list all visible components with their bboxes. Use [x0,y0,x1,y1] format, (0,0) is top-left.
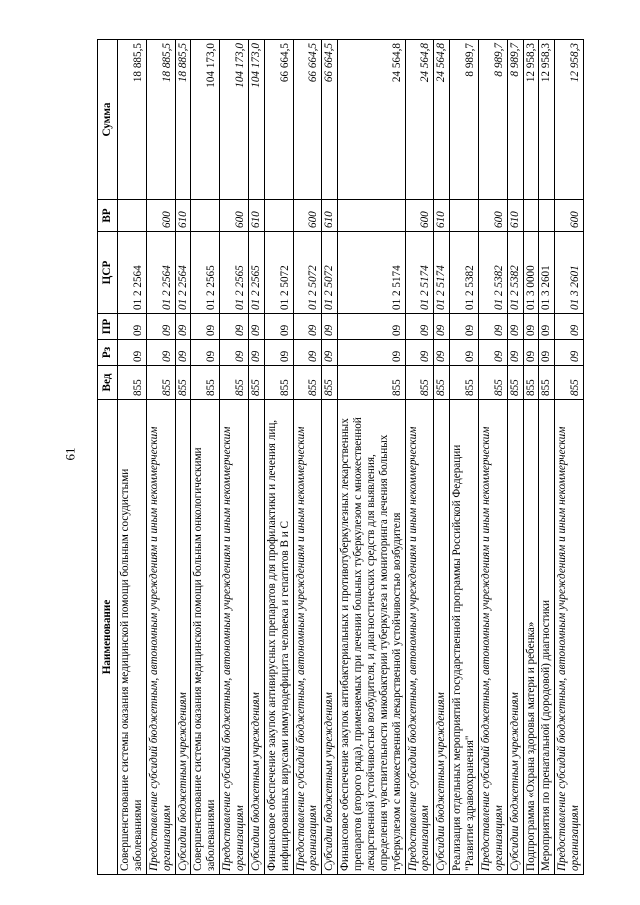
cell-vr: 610 [248,200,264,232]
cell-name: Финансовое обеспечение закупок антивирусных препаратов для профилактики и лечения лиц, инфицированных вирусами иммунодефицита человека и гепатитов B и C [264,400,293,875]
cell-pr: 09 [523,314,539,340]
cell-name: Субсидии бюджетным учреждениям [248,400,264,875]
table-row [539,40,555,875]
cell-sum: 8 989,7 [507,40,523,200]
table-row [478,40,507,875]
cell-csr: 01 2 5072 [264,232,293,314]
cell-rz: 09 [539,340,555,366]
cell-vr [191,200,220,232]
cell-ved: 855 [450,366,479,400]
cell-csr: 01 2 2564 [146,232,175,314]
cell-pr: 09 [555,314,584,340]
cell-rz: 09 [555,340,584,366]
table-row [523,40,539,875]
cell-pr: 09 [175,314,191,340]
table-row [507,40,523,875]
cell-sum: 18 885,5 [146,40,175,200]
cell-pr: 09 [450,314,479,340]
cell-csr: 01 2 2565 [220,232,249,314]
cell-rz: 09 [248,340,264,366]
cell-ved: 855 [191,366,220,400]
cell-name: Совершенствование системы оказания медицинской помощи больным онкологическими заболеваниями [191,400,220,875]
cell-csr: 01 2 2564 [175,232,191,314]
cell-csr: 01 2 2565 [191,232,220,314]
cell-pr: 09 [118,314,147,340]
cell-rz: 09 [523,340,539,366]
cell-ved: 855 [338,366,405,400]
cell-name: Предоставление субсидий бюджетным, автономным учреждениям и иным некоммерческим организациям [220,400,249,875]
cell-ved: 855 [555,366,584,400]
cell-sum: 8 989,7 [478,40,507,200]
cell-ved: 855 [146,366,175,400]
cell-csr: 01 2 5382 [478,232,507,314]
cell-sum: 24 564,8 [338,40,405,200]
cell-ved: 855 [220,366,249,400]
table-row [175,40,191,875]
cell-ved: 855 [478,366,507,400]
cell-vr: 610 [175,200,191,232]
cell-ved: 855 [322,366,338,400]
cell-sum: 8 989,7 [450,40,479,200]
cell-pr: 09 [405,314,434,340]
cell-name: Реализация отдельных мероприятий государственной программы Российской Федерации "Развитие здравоохранения" [450,400,479,875]
cell-sum: 24 564,8 [405,40,434,200]
cell-csr: 01 2 2564 [118,232,147,314]
table-row [146,40,175,875]
cell-vr: 600 [146,200,175,232]
cell-rz: 09 [322,340,338,366]
table-row [322,40,338,875]
cell-rz: 09 [118,340,147,366]
cell-name: Подпрограмма «Охрана здоровья матери и ребенка» [523,400,539,875]
cell-sum: 66 664,5 [293,40,322,200]
cell-csr: 01 2 5174 [434,232,450,314]
cell-csr: 01 2 5072 [322,232,338,314]
cell-sum: 104 173,0 [248,40,264,200]
cell-pr: 09 [146,314,175,340]
cell-csr: 01 2 2565 [248,232,264,314]
cell-rz: 09 [405,340,434,366]
cell-vr [523,200,539,232]
cell-vr [539,200,555,232]
cell-ved: 855 [539,366,555,400]
page-number: 61 [62,447,78,461]
cell-pr: 09 [507,314,523,340]
cell-ved: 855 [405,366,434,400]
cell-name: Предоставление субсидий бюджетным, автономным учреждениям и иным некоммерческим организациям [293,400,322,875]
header-csr: ЦСР [98,232,118,314]
cell-ved: 855 [293,366,322,400]
budget-table-container [97,40,582,875]
cell-sum: 12 958,3 [555,40,584,200]
cell-pr: 09 [338,314,405,340]
cell-sum: 12 958,3 [523,40,539,200]
cell-vr [450,200,479,232]
cell-name: Предоставление субсидий бюджетным, автономным учреждениям и иным некоммерческим организациям [146,400,175,875]
cell-ved: 855 [175,366,191,400]
cell-rz: 09 [434,340,450,366]
cell-sum: 18 885,5 [175,40,191,200]
cell-pr: 09 [322,314,338,340]
cell-name: Совершенствование системы оказания медицинской помощи больным сосудистыми заболеваниями [118,400,147,875]
cell-vr: 600 [293,200,322,232]
cell-ved: 855 [264,366,293,400]
cell-pr: 09 [264,314,293,340]
cell-pr: 09 [191,314,220,340]
cell-rz: 09 [450,340,479,366]
cell-csr: 01 2 5174 [338,232,405,314]
table-row [264,40,293,875]
cell-vr: 610 [434,200,450,232]
cell-pr: 09 [539,314,555,340]
header-name: Наименование [98,400,118,875]
cell-ved: 855 [434,366,450,400]
header-ved: Вед [98,366,118,400]
cell-name: Субсидии бюджетным учреждениям [175,400,191,875]
cell-name: Предоставление субсидий бюджетным, автономным учреждениям и иным некоммерческим организациям [478,400,507,875]
cell-vr: 600 [405,200,434,232]
cell-name: Финансовое обеспечение закупок антибактериальных и противотуберкулезных лекарственных препаратов (второго ряда), применяемых при лечении больных туберкулезом с множественной лекарственной устойчивостью возбудителя, и диагностических средств для выявления, определения чувствительности микобактерии туберкулеза и мониторинга лечения больных туберкулезом с множественной лекарственной устойчивостью возбудителя [338,400,405,875]
cell-rz: 09 [220,340,249,366]
cell-rz: 09 [175,340,191,366]
cell-sum: 104 173,0 [220,40,249,200]
cell-sum: 18 885,5 [118,40,147,200]
cell-rz: 09 [146,340,175,366]
header-sum: Сумма [98,40,118,200]
cell-name: Субсидии бюджетным учреждениям [507,400,523,875]
cell-name: Мероприятия по пренатальной (дородовой) диагностики [539,400,555,875]
header-pr: ПР [98,314,118,340]
table-row [293,40,322,875]
cell-ved: 855 [118,366,147,400]
table-row [220,40,249,875]
cell-ved: 855 [248,366,264,400]
table-row [191,40,220,875]
cell-rz: 09 [293,340,322,366]
table-header-row [98,40,118,875]
header-vr: ВР [98,200,118,232]
cell-csr: 01 3 2601 [555,232,584,314]
cell-name: Предоставление субсидий бюджетным, автономным учреждениям и иным некоммерческим организациям [555,400,584,875]
cell-csr: 01 2 5382 [450,232,479,314]
cell-ved: 855 [507,366,523,400]
cell-name: Субсидии бюджетным учреждениям [434,400,450,875]
cell-pr: 09 [293,314,322,340]
budget-table [97,39,584,875]
cell-sum: 66 664,5 [322,40,338,200]
cell-vr [264,200,293,232]
cell-rz: 09 [264,340,293,366]
cell-csr: 01 3 0000 [523,232,539,314]
cell-vr [118,200,147,232]
cell-pr: 09 [248,314,264,340]
table-row [338,40,405,875]
table-row [118,40,147,875]
cell-csr: 01 2 5174 [405,232,434,314]
cell-sum: 24 564,8 [434,40,450,200]
cell-rz: 09 [507,340,523,366]
cell-name: Предоставление субсидий бюджетным, автономным учреждениям и иным некоммерческим организациям [405,400,434,875]
cell-vr: 600 [555,200,584,232]
cell-sum: 104 173,0 [191,40,220,200]
cell-csr: 01 2 5382 [507,232,523,314]
table-row [434,40,450,875]
cell-rz: 09 [338,340,405,366]
cell-pr: 09 [434,314,450,340]
cell-rz: 09 [191,340,220,366]
cell-vr: 610 [507,200,523,232]
cell-rz: 09 [478,340,507,366]
cell-vr: 600 [478,200,507,232]
table-row [248,40,264,875]
table-row [450,40,479,875]
cell-vr [338,200,405,232]
cell-sum: 12 958,3 [539,40,555,200]
cell-csr: 01 3 2601 [539,232,555,314]
cell-vr: 600 [220,200,249,232]
header-rz: Рз [98,340,118,366]
cell-pr: 09 [220,314,249,340]
cell-vr: 610 [322,200,338,232]
cell-csr: 01 2 5072 [293,232,322,314]
cell-pr: 09 [478,314,507,340]
cell-sum: 66 664,5 [264,40,293,200]
table-row [555,40,584,875]
cell-name: Субсидии бюджетным учреждениям [322,400,338,875]
table-row [405,40,434,875]
cell-ved: 855 [523,366,539,400]
